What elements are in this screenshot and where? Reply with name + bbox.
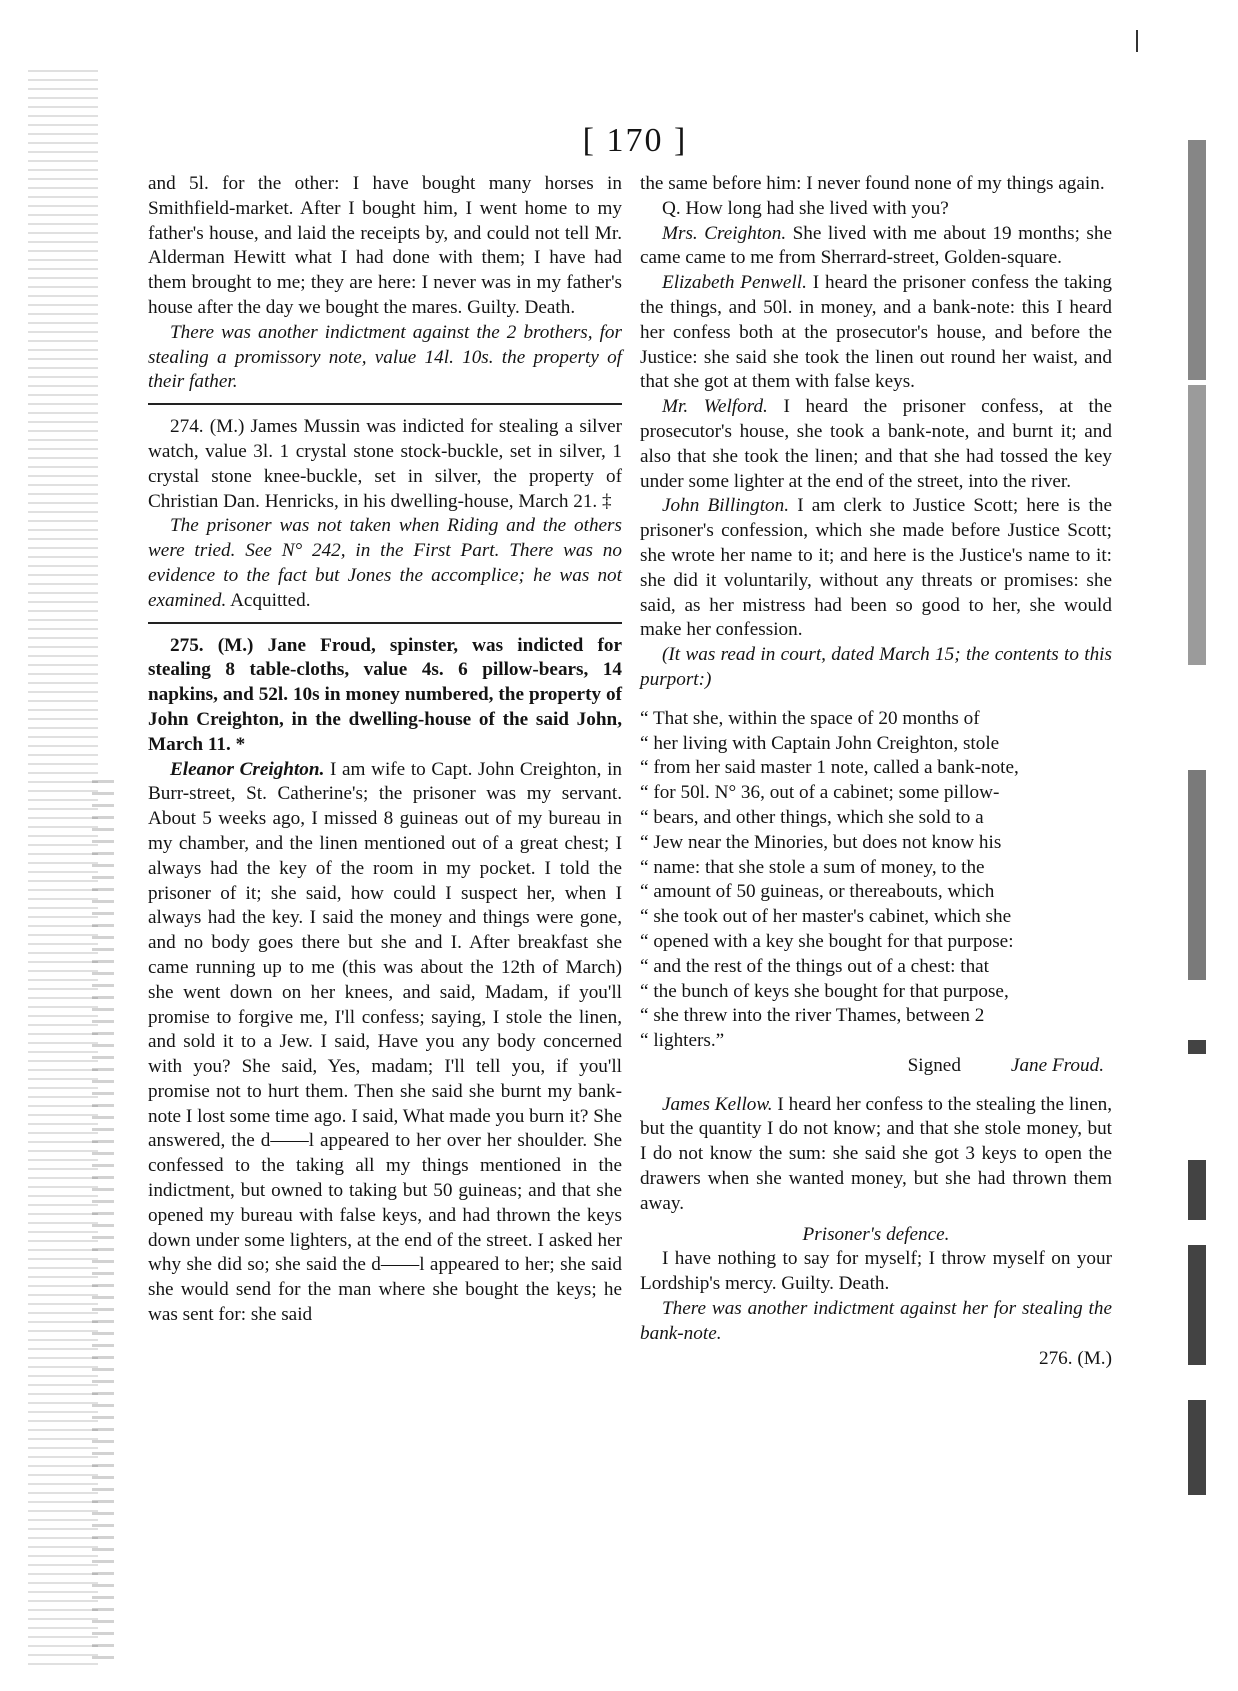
- scan-edge-shadow: [1188, 140, 1206, 380]
- quote-line: “ the bunch of keys she bought for that purpose,: [640, 980, 1009, 1002]
- witness-name: Mrs. Creighton.: [662, 222, 787, 244]
- witness-name: Eleanor Creighton.: [170, 758, 325, 780]
- catchword: 276. (M.): [1038, 1347, 1112, 1369]
- final-note: There was another indictment against her for stealing the bank-note.: [640, 1298, 1112, 1344]
- paragraph: and 5l. for the other: I have bought many horses in Smithfield-market. After I bought him, I went home to my father's house, and laid the receipts by, and could not tell Mr. Alderman Hewitt what I had done with them; I have had them brought to me; they are here: I never was in my father's house after the day we bought the mares. Guilty. Death.: [148, 173, 622, 318]
- scan-mark: [1136, 30, 1138, 52]
- quote-line: “ from her said master 1 note, called a bank-note,: [640, 757, 1019, 779]
- section-rule: [148, 622, 622, 624]
- testimony: She lived with me about 19 months; she came came to me from Sherrard-street, Golden-square.: [640, 222, 1113, 269]
- quote-line: “ for 50l. N° 36, out of a cabinet; some pillow-: [640, 782, 1000, 804]
- quote-line: “ and the rest of the things out of a chest: that: [640, 955, 990, 977]
- witness-name: Mr. Welford.: [662, 396, 768, 418]
- testimony: I heard her confess to the stealing the linen, but the quantity I do not know; and that she stole money, but I do not know the sum: she said she got 3 keys to open the drawers when she wanted money, but she had thrown them away.: [640, 1093, 1112, 1214]
- quote-line: “ her living with Captain John Creighton, stole: [640, 732, 1000, 754]
- defence-heading: Prisoner's defence.: [802, 1223, 950, 1245]
- case-274-heading: 274. (M.) James Mussin was indicted for stealing a silver watch, value 3l. 1 crystal stone stock-buckle, set in silver, 1 crystal stone knee-buckle, set in silver, the property of Christian Dan. Henricks, in his dwelling-house, March 21. ‡: [148, 416, 622, 512]
- scan-gutter-noise: [92, 780, 114, 1660]
- quote-line: “ bears, and other things, which she sold to a: [640, 806, 984, 828]
- page-number: [ 170 ]: [582, 122, 688, 159]
- signed-label: Signed: [907, 1054, 961, 1076]
- quote-line: “ lighters.”: [640, 1030, 725, 1052]
- case-274-note: The prisoner was not taken when Riding and the others were tried. See N° 242, in the First Part. There was no evidence to the fact but Jones the accomplice; he was not examined.: [148, 515, 622, 611]
- quote-line: “ Jew near the Minories, but does not know his: [640, 831, 1002, 853]
- signature-line: [640, 1054, 1112, 1079]
- scan-edge-shadow: [1188, 1160, 1206, 1220]
- indictment-note: There was another indictment against the 2 brothers, for stealing a promissory note, value 14l. 10s. the property of their father.: [148, 321, 622, 393]
- testimony: I am clerk to Justice Scott; here is the prisoner's confession, which she made before Justice Scott; she wrote her name to it; and here is the Justice's name to it: she did it voluntarily, without any threats or promises: she said, as her mistress had been so good to her, she would make her confession.: [640, 495, 1112, 641]
- confession-quote: [640, 707, 1112, 1054]
- signed-name: Jane Froud.: [1010, 1054, 1104, 1076]
- quote-line: “ That she, within the space of 20 months of: [640, 707, 980, 729]
- court-note: (It was read in court, dated March 15; the contents to this purport:): [640, 644, 1112, 690]
- scan-edge-shadow: [1188, 1040, 1206, 1054]
- witness-name: Elizabeth Penwell.: [662, 272, 807, 294]
- scan-edge-shadow: [1188, 770, 1206, 980]
- testimony: I am wife to Capt. John Creighton, in Burr-street, St. Catherine's; the prisoner was my servant. About 5 weeks ago, I missed 8 guineas out of my bureau in my chamber, and the linen mentioned out of a great chest; I always had the key of the room in my pocket. I told the prisoner of it; she said, how could I suspect her, when I always had the key. I said the money and things were gone, and no body goes there but she and I. After breakfast she came running up to me (this was about the 12th of March) she went down on her knees, and said, Madam, if you'll promise to forgive me, I'll confess; saying, I stole the linen, and sold it to a Jew. I said, Have you any body concerned with you? She said, Yes, madam; I'll tell you, if you'll promise not to hurt them. Then she said she burnt my bank-note I lost some time ago. I said, What made you burn it? She answered, the d——l appeared to her over her shoulder. She confessed to the taking all my things mentioned in the indictment, but owned to taking but 50 guineas; and that she opened my bureau with false keys, and had thrown the keys down under some lighters, at the end of the street. I asked her why she did so; she said the d——l appeared to her; she said she would send for the man where she bought the keys; he was sent for: she said: [148, 758, 622, 1326]
- quote-line: “ opened with a key she bought for that purpose:: [640, 930, 1014, 952]
- question: Q. How long had she lived with you?: [662, 197, 949, 219]
- paragraph: the same before him: I never found none of my things again.: [640, 173, 1105, 194]
- scan-gutter-noise: [28, 70, 98, 1670]
- right-column: [640, 172, 1112, 1371]
- quote-line: “ amount of 50 guineas, or thereabouts, which: [640, 881, 995, 903]
- scan-edge-shadow: [1188, 1245, 1206, 1365]
- quote-line: “ she took out of her master's cabinet, which she: [640, 906, 1012, 928]
- witness-name: James Kellow.: [662, 1093, 773, 1115]
- testimony: I heard the prisoner confess, at the prosecutor's house, she took a bank-note, and burnt it; and also that she took the linen; and that she had tossed the key under some lighter at the end of the street, into the river.: [640, 396, 1112, 492]
- defence-text: I have nothing to say for myself; I throw myself on your Lordship's mercy. Guilty. Death.: [640, 1248, 1112, 1295]
- quote-line: “ name: that she stole a sum of money, to the: [640, 856, 985, 878]
- scan-edge-shadow: [1188, 385, 1206, 665]
- section-rule: [148, 403, 622, 405]
- scan-edge-shadow: [1188, 1400, 1206, 1495]
- testimony: I heard the prisoner confess the taking the things, and 50l. in money, and a bank-note: this I heard her confess both at the prosecutor's house, and before the Justice: she said she took the linen out round her waist, and that she got at them with false keys.: [640, 272, 1113, 393]
- witness-name: John Billington.: [662, 495, 790, 517]
- left-column: [148, 172, 622, 1328]
- case-275-heading: 275. (M.) Jane Froud, spinster, was indicted for stealing 8 table-cloths, value 4s. 6 pillow-bears, 14 napkins, and 52l. 10s in money numbered, the property of John Creighton, in the dwelling-house of the said John, March 11. *: [148, 634, 622, 755]
- quote-line: “ she threw into the river Thames, between 2: [640, 1005, 985, 1027]
- verdict: Acquitted.: [230, 589, 311, 611]
